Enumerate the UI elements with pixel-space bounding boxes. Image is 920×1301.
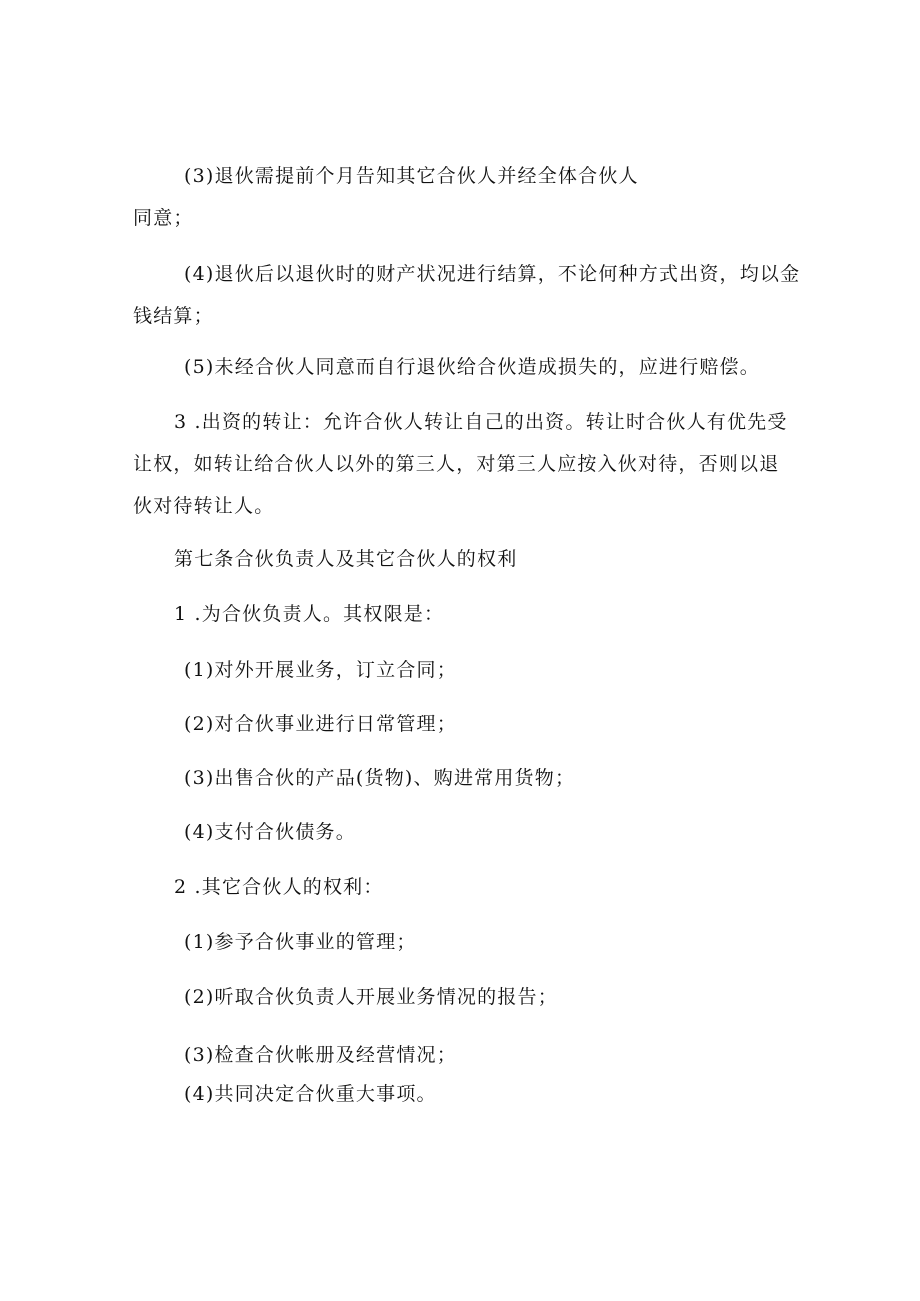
paragraph-line: 同意； — [133, 207, 194, 229]
paragraph-line: 让权，如转让给合伙人以外的第三人，对第三人应按入伙对待，否则以退 — [133, 453, 780, 475]
list-item: (1)参予合伙事业的管理； — [184, 931, 417, 953]
paragraph-line: (4)退伙后以退伙时的财产状况进行结算，不论何种方式出资，均以金 — [184, 263, 801, 285]
list-item: (3)出售合伙的产品(货物)、购进常用货物； — [184, 767, 576, 789]
paragraph-line: (3)退伙需提前个月告知其它合伙人并经全体合伙人 — [184, 165, 639, 187]
list-item: (3)检查合伙帐册及经营情况； — [184, 1044, 457, 1066]
paragraph-line: 钱结算； — [133, 305, 214, 327]
paragraph-line: 伙对待转让人。 — [133, 495, 275, 517]
list-item: (4)支付合伙债务。 — [184, 821, 356, 843]
section-heading: 第七条合伙负责人及其它合伙人的权利 — [174, 548, 518, 570]
list-item: (1)对外开展业务，订立合同； — [184, 659, 457, 681]
paragraph-line: 3 .出资的转让：允许合伙人转让自己的出资。转让时合伙人有优先受 — [174, 411, 788, 433]
paragraph-line: 1 .为合伙负责人。其权限是： — [174, 603, 445, 625]
paragraph-line: (5)未经合伙人同意而自行退伙给合伙造成损失的，应进行赔偿。 — [184, 356, 760, 378]
list-item: (2)听取合伙负责人开展业务情况的报告； — [184, 986, 558, 1008]
paragraph-line: 2 .其它合伙人的权利： — [174, 876, 384, 898]
list-item: (4)共同决定合伙重大事项。 — [184, 1083, 437, 1105]
list-item: (2)对合伙事业进行日常管理； — [184, 713, 457, 735]
